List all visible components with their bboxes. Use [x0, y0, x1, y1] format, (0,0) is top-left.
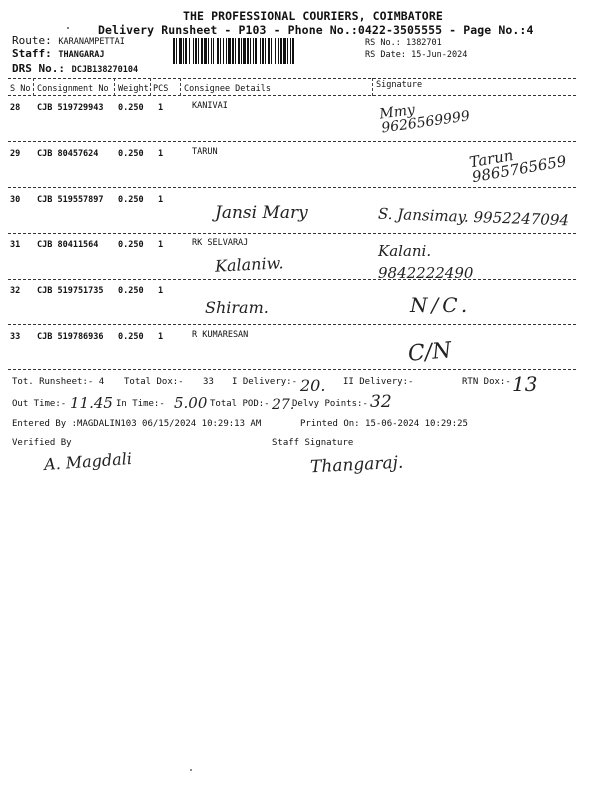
- route-value: KARANAMPETTAI: [58, 37, 125, 47]
- rs-no-line: [365, 38, 442, 48]
- row-consignee: KANIVAI: [192, 101, 228, 111]
- row-weight: 0.250: [118, 103, 144, 113]
- row-consignee: TARUN: [192, 147, 218, 157]
- row-sno: 28: [10, 103, 21, 113]
- row-consignment-no: CJB 519751735: [37, 286, 104, 296]
- col-divider-3: [150, 78, 151, 96]
- row-sno: 33: [10, 332, 21, 342]
- rs-date-line: [365, 50, 467, 60]
- row-signature: C/N: [406, 338, 453, 367]
- staff-signature: Thangaraj.: [309, 452, 404, 478]
- row-handwritten-consignee: Shiram.: [205, 298, 269, 317]
- runsheet-subtitle: Delivery Runsheet - P103 - Phone No.:0422-3505555 - Page No.:4: [98, 23, 534, 37]
- row-handwritten-consignee: Jansi Mary: [215, 203, 308, 223]
- total-dox-label: Total Dox:-: [124, 377, 184, 387]
- rtn-dox-value: 13: [512, 372, 538, 396]
- staff-value: THANGARAJ: [58, 50, 105, 60]
- col-divider-2: [114, 78, 115, 96]
- rtn-dox-label: RTN Dox:-: [462, 377, 511, 387]
- row-consignment-no: CJB 519557897: [37, 195, 104, 205]
- out-time-label: Out Time:-: [12, 399, 67, 409]
- i-delivery-value: 20.: [300, 376, 326, 395]
- row-pcs: 1: [158, 240, 164, 250]
- row-weight: 0.250: [118, 149, 144, 159]
- in-time-label: In Time:-: [116, 399, 165, 409]
- row-rule: [8, 324, 576, 325]
- rs-no-label: RS No.:: [365, 38, 401, 48]
- table-bottom-rule: [8, 369, 576, 370]
- row-consignment-no: CJB 80457624: [37, 149, 99, 159]
- rs-date-value: 15-Jun-2024: [411, 50, 468, 60]
- row-pcs: 1: [158, 149, 164, 159]
- row-pcs: 1: [158, 103, 164, 113]
- row-rule: [8, 279, 576, 280]
- tot-runsheet-label: Tot. Runsheet:-: [12, 377, 94, 387]
- row-consignment-no: CJB 80411564: [37, 240, 99, 250]
- col-divider-5: [372, 78, 373, 96]
- row-sno: 32: [10, 286, 21, 296]
- col-header-consignee: Consignee Details: [184, 84, 271, 94]
- row-consignment-no: CJB 519786936: [37, 332, 104, 342]
- row-weight: 0.250: [118, 286, 144, 296]
- row-weight: 0.250: [118, 195, 144, 205]
- total-dox: [124, 377, 214, 387]
- row-consignee: RK SELVARAJ: [192, 238, 249, 248]
- total-pod-label: Total POD:-: [210, 399, 270, 409]
- row-pcs: 1: [158, 195, 164, 205]
- row-pcs: 1: [158, 286, 164, 296]
- entered-by: Entered By :MAGDALIN103 06/15/2024 10:29:13 AM: [12, 419, 262, 429]
- rs-date-label: RS Date:: [365, 50, 406, 60]
- scan-speck: [67, 27, 69, 29]
- delvy-points-label: Delvy Points:-: [292, 399, 368, 409]
- barcode: [173, 38, 358, 64]
- header-bottom-rule: [8, 95, 576, 96]
- col-header-pcs: PCS: [153, 84, 169, 94]
- total-dox-value: 33: [203, 377, 214, 387]
- col-header-signature: Signature: [376, 80, 423, 90]
- route-label: Route:: [12, 34, 52, 47]
- rs-no-value: 1382701: [405, 38, 442, 48]
- row-signature: N/C.: [410, 293, 472, 317]
- company-name: THE PROFESSIONAL COURIERS, COIMBATORE: [183, 9, 443, 23]
- drs-label: DRS No.:: [12, 62, 65, 75]
- delvy-points-value: 32: [370, 392, 392, 412]
- row-signature: Tarun 9865765659: [467, 145, 568, 187]
- row-rule: [8, 233, 576, 234]
- row-weight: 0.250: [118, 240, 144, 250]
- total-pod-value: 27.: [272, 397, 295, 413]
- summary-line-1: [12, 377, 104, 387]
- row-sno: 30: [10, 195, 21, 205]
- out-time-value: 11.45: [70, 394, 113, 412]
- tot-runsheet-value: 4: [98, 377, 105, 387]
- col-header-weight: Weight: [118, 84, 149, 94]
- row-weight: 0.250: [118, 332, 144, 342]
- row-sno: 29: [10, 149, 21, 159]
- i-delivery-label: I Delivery:-: [232, 377, 298, 387]
- table-top-rule: [8, 78, 576, 79]
- in-time-value: 5.00: [174, 394, 208, 412]
- col-divider-4: [180, 78, 181, 96]
- verified-by-signature: A. Magdali: [43, 448, 133, 475]
- col-divider-1: [33, 78, 34, 96]
- row-rule: [8, 187, 576, 188]
- row-signature: Mmy 9626569999: [378, 101, 471, 137]
- row-consignee: R KUMARESAN: [192, 330, 249, 340]
- staff-line: [12, 47, 104, 60]
- col-header-sno: S No: [10, 84, 31, 94]
- route-line: [12, 34, 125, 47]
- ii-delivery-label: II Delivery:-: [343, 377, 414, 387]
- staff-signature-label: Staff Signature: [272, 438, 354, 448]
- drs-value: DCJB138270104: [71, 65, 139, 75]
- scan-speck: [190, 769, 192, 771]
- row-signature: Kalani. 9842222490: [378, 242, 474, 282]
- row-handwritten-consignee: Kalaniw.: [214, 253, 284, 276]
- row-consignment-no: CJB 519729943: [37, 103, 104, 113]
- staff-label: Staff:: [12, 47, 52, 60]
- verified-by-label: Verified By: [12, 438, 72, 448]
- row-sno: 31: [10, 240, 21, 250]
- row-pcs: 1: [158, 332, 164, 342]
- drs-line: [12, 62, 138, 75]
- col-header-consignment: Consignment No: [37, 84, 109, 94]
- row-signature: S. Jansimay. 9952247094: [377, 204, 570, 230]
- row-rule: [8, 141, 576, 142]
- printed-on: Printed On: 15-06-2024 10:29:25: [300, 419, 468, 429]
